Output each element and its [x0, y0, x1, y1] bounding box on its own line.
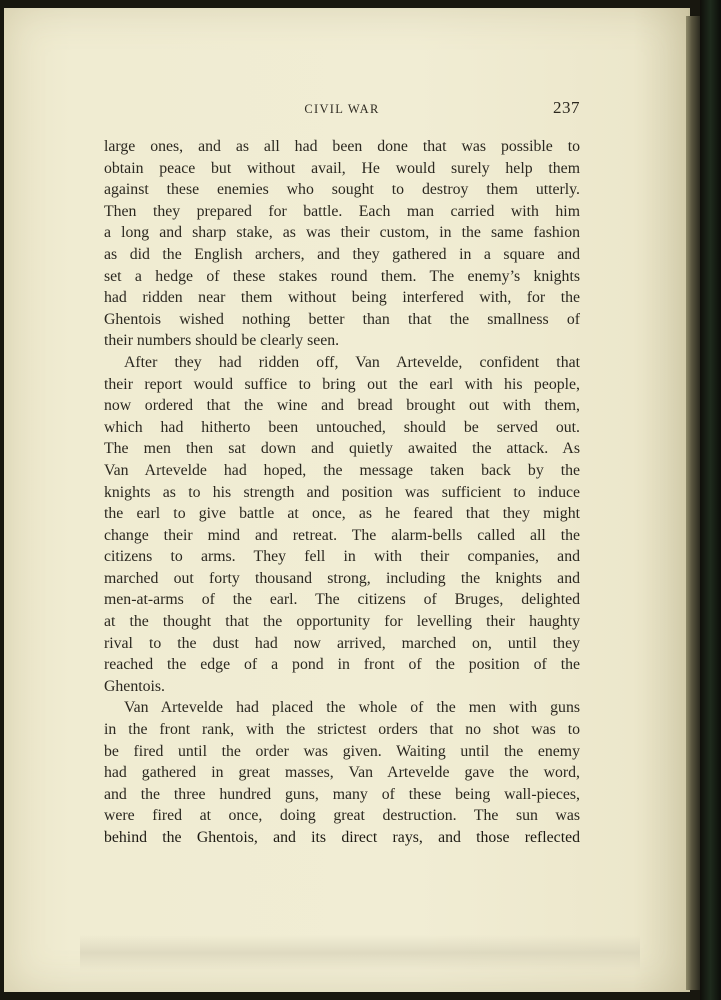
text-line: as did the English archers, and they gathered in a square and	[104, 245, 580, 263]
body-text	[104, 136, 580, 849]
text-line: were fired at once, doing great destruction. The sun was	[104, 807, 580, 825]
text-line: marched out forty thousand strong, including the knights and	[104, 569, 580, 587]
text-line: had gathered in great masses, Van Artevelde gave the word,	[104, 764, 580, 782]
text-line: now ordered that the wine and bread brought out with them,	[104, 397, 580, 415]
page-number: 237	[553, 98, 580, 117]
text-line: change their mind and retreat. The alarm-bells called all the	[104, 526, 580, 544]
paragraph-start-line: After they had ridden off, Van Artevelde, confident that	[124, 353, 580, 371]
text-line: citizens to arms. They fell in with their companies, and	[104, 548, 580, 566]
running-head	[104, 98, 580, 122]
text-line: Then they prepared for battle. Each man carried with him	[104, 202, 580, 220]
text-line: Van Artevelde had hoped, the message taken back by the	[104, 461, 580, 479]
text-line: and the three hundred guns, many of these being wall-pieces,	[104, 785, 580, 803]
text-line: against these enemies who sought to destroy them utterly.	[104, 181, 580, 199]
text-line: large ones, and as all had been done that was possible to	[104, 138, 580, 155]
text-line: rival to the dust had now arrived, marched on, until they	[104, 634, 580, 652]
paragraph-start-line: Van Artevelde had placed the whole of the men with guns	[124, 699, 580, 717]
text-line: Ghentois.	[104, 677, 165, 695]
text-line: knights as to his strength and position was sufficient to induce	[104, 483, 580, 501]
text-line: their report would suffice to bring out the earl with his people,	[104, 375, 580, 393]
page-bottom-shading	[80, 935, 640, 971]
text-line: in the front rank, with the strictest orders that no shot was to	[104, 721, 580, 739]
text-line: had ridden near them without being interfered with, for the	[104, 289, 580, 307]
book-cover-edge	[700, 0, 721, 1000]
text-line: the earl to give battle at once, as he feared that they might	[104, 505, 580, 523]
text-line: which had hitherto been untouched, should be served out.	[104, 418, 580, 436]
text-line: their numbers should be clearly seen.	[104, 332, 340, 350]
text-line: Ghentois wished nothing better than that the smallness of	[104, 310, 580, 328]
text-line: reached the edge of a pond in front of the position of the	[104, 656, 580, 674]
text-line: at the thought that the opportunity for levelling their haughty	[104, 613, 580, 631]
text-line: be fired until the order was given. Waiting until the enemy	[104, 742, 580, 760]
text-line: obtain peace but without avail, He would surely help them	[104, 159, 580, 177]
text-line: The men then sat down and quietly awaited the attack. As	[104, 440, 580, 458]
text-line: a long and sharp stake, as was their custom, in the same fashion	[104, 224, 580, 242]
chapter-title: CIVIL WAR	[304, 102, 380, 116]
text-line: behind the Ghentois, and its direct rays, and those reflected	[104, 829, 580, 846]
text-line: men-at-arms of the earl. The citizens of Bruges, delighted	[104, 591, 580, 609]
page-edge	[686, 16, 700, 990]
text-line: set a hedge of these stakes round them. The enemy’s knights	[104, 267, 580, 285]
